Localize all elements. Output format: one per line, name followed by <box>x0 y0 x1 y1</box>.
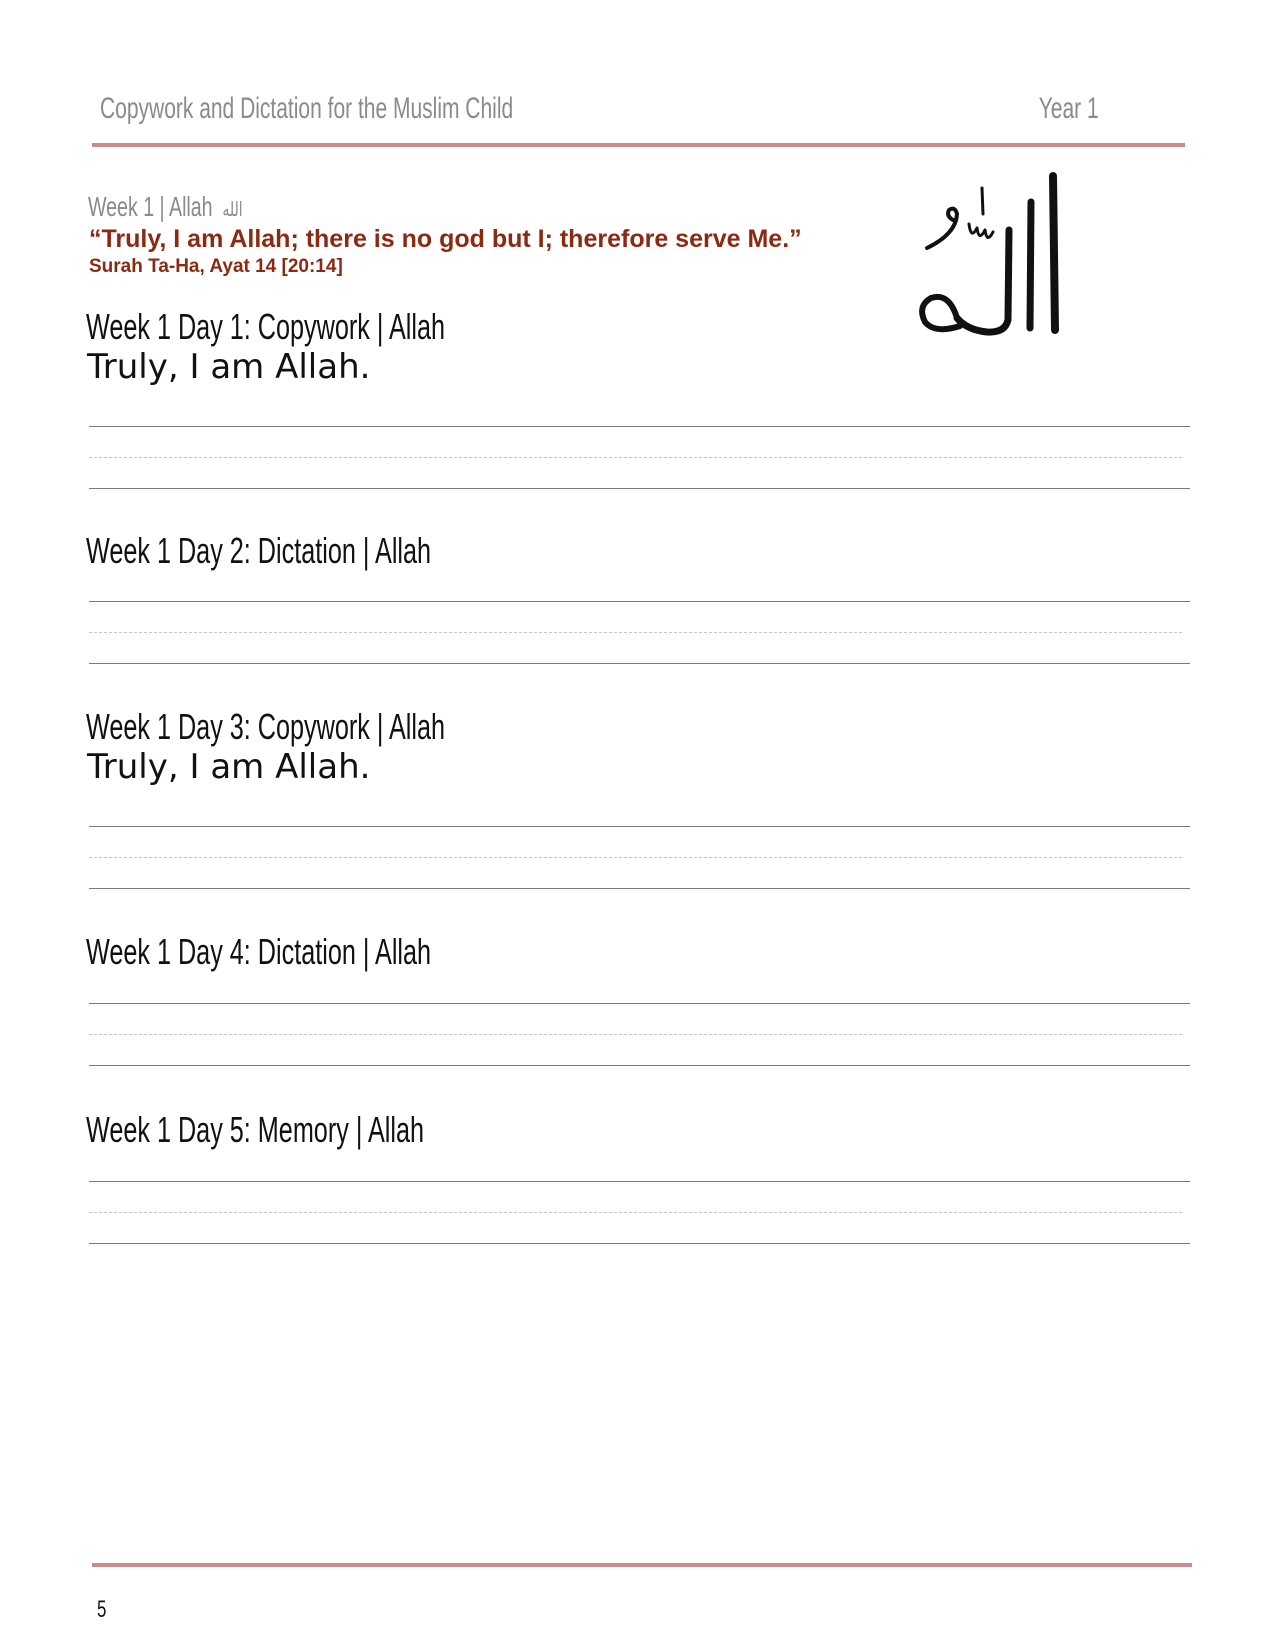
day-5-heading: Week 1 Day 5: Memory | Allah <box>86 1109 425 1150</box>
day-4-writing-lines[interactable] <box>89 1003 1190 1067</box>
mid-line <box>89 457 1182 458</box>
day-3-writing-lines[interactable] <box>89 826 1190 890</box>
base-line <box>89 488 1190 489</box>
day-4-heading: Week 1 Day 4: Dictation | Allah <box>86 931 432 972</box>
arabic-name-small: الله <box>222 197 243 221</box>
top-line <box>89 1003 1190 1004</box>
top-line <box>89 826 1190 827</box>
top-line <box>89 1181 1190 1182</box>
week-label-text: Week 1 | Allah <box>88 191 213 222</box>
week-label <box>88 191 243 223</box>
base-line <box>89 1065 1190 1066</box>
base-line <box>89 663 1190 664</box>
header-title: Copywork and Dictation for the Muslim Child <box>100 92 514 125</box>
day-1-writing-lines[interactable] <box>89 426 1190 490</box>
day-2-writing-lines[interactable] <box>89 601 1190 665</box>
mid-line <box>89 632 1182 633</box>
base-line <box>89 888 1190 889</box>
day-2-heading: Week 1 Day 2: Dictation | Allah <box>86 530 432 571</box>
top-line <box>89 601 1190 602</box>
day-3-heading: Week 1 Day 3: Copywork | Allah <box>86 706 446 747</box>
header-year: Year 1 <box>1039 92 1099 125</box>
mid-line <box>89 1212 1182 1213</box>
mid-line <box>89 1034 1182 1035</box>
top-line <box>89 426 1190 427</box>
page-number: 5 <box>97 1596 107 1623</box>
footer-divider <box>92 1563 1192 1567</box>
base-line <box>89 1243 1190 1244</box>
quran-quote: “Truly, I am Allah; there is no god but I; therefore serve Me.” <box>89 225 802 253</box>
header-divider <box>92 143 1185 147</box>
quran-reference: Surah Ta-Ha, Ayat 14 [20:14] <box>89 256 343 277</box>
mid-line <box>89 857 1182 858</box>
day-1-heading: Week 1 Day 1: Copywork | Allah <box>86 306 446 347</box>
day-3-model-text: Truly, I am Allah. <box>87 747 371 787</box>
day-1-model-text: Truly, I am Allah. <box>87 347 371 387</box>
allah-calligraphy <box>905 170 1075 350</box>
day-5-writing-lines[interactable] <box>89 1181 1190 1245</box>
